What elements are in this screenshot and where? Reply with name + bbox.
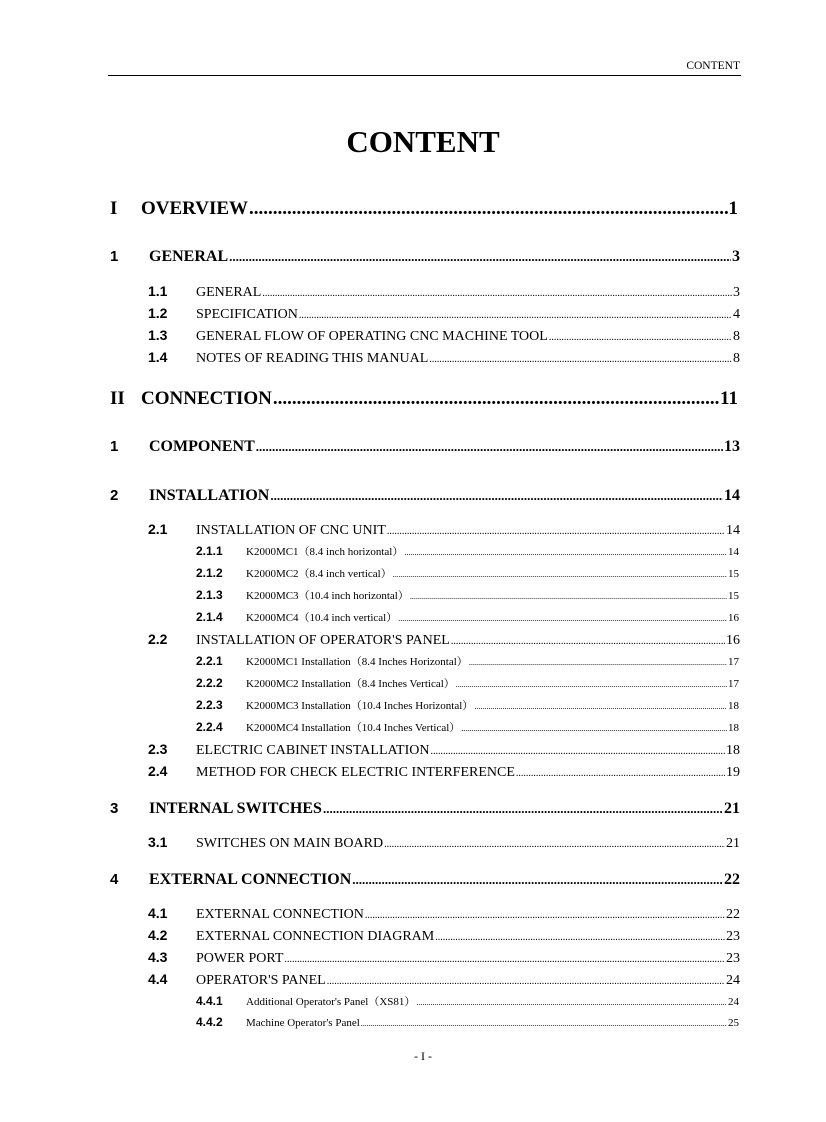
dot-leader bbox=[404, 546, 727, 558]
toc-entry-title: ELECTRIC CABINET INSTALLATION bbox=[196, 743, 430, 758]
dot-leader bbox=[323, 800, 723, 818]
dot-leader bbox=[516, 765, 725, 781]
dot-leader bbox=[262, 285, 732, 301]
toc-entry-title: K2000MC1（8.4 inch horizontal） bbox=[246, 546, 404, 558]
toc-entry-1-4-5[interactable] bbox=[148, 349, 740, 367]
dot-leader bbox=[474, 700, 727, 712]
toc-entry-page: 18 bbox=[728, 700, 739, 712]
toc-entry-page: 17 bbox=[728, 656, 739, 668]
toc-entry-2-1-1-10[interactable] bbox=[196, 543, 739, 559]
toc-entry-title: CONNECTION bbox=[141, 388, 272, 409]
dot-leader bbox=[451, 633, 725, 649]
toc-entry-title: K2000MC4 Installation（10.4 Inches Vertical） bbox=[246, 722, 461, 734]
toc-entry-number: 1.3 bbox=[148, 327, 168, 343]
toc-entry-title: INTERNAL SWITCHES bbox=[149, 800, 322, 817]
toc-entry-number: 3.1 bbox=[148, 834, 168, 850]
toc-entry-number: 1.2 bbox=[148, 305, 168, 321]
toc-entry-page: 22 bbox=[724, 871, 740, 888]
toc-entry-ii-6[interactable] bbox=[110, 388, 738, 410]
toc-entry-title: COMPONENT bbox=[149, 438, 255, 455]
toc-entry-number: 2.2.2 bbox=[196, 676, 223, 690]
toc-entry-1-7[interactable] bbox=[110, 438, 740, 456]
toc-entry-title: K2000MC1 Installation（8.4 Inches Horizontal） bbox=[246, 656, 468, 668]
toc-entry-3-21[interactable] bbox=[110, 800, 740, 818]
toc-entry-page: 11 bbox=[720, 388, 738, 409]
toc-entry-number: 1.1 bbox=[148, 283, 168, 299]
toc-entry-page: 18 bbox=[726, 743, 740, 758]
toc-entry-2-2-3-17[interactable] bbox=[196, 697, 739, 713]
toc-entry-number: 2.4 bbox=[148, 763, 168, 779]
toc-entry-page: 18 bbox=[728, 722, 739, 734]
toc-entry-number: 2.3 bbox=[148, 741, 168, 757]
toc-entry-page: 1 bbox=[728, 198, 738, 219]
toc-entry-title: K2000MC2（8.4 inch vertical） bbox=[246, 568, 392, 580]
toc-entry-number: 2.1.4 bbox=[196, 610, 223, 624]
toc-entry-page: 8 bbox=[733, 351, 740, 366]
toc-entry-title: GENERAL bbox=[196, 285, 262, 300]
toc-entry-number: 1 bbox=[110, 438, 119, 455]
header-divider bbox=[108, 75, 741, 76]
dot-leader bbox=[327, 973, 725, 989]
toc-entry-title: INSTALLATION bbox=[149, 487, 270, 504]
toc-entry-title: K2000MC3（10.4 inch horizontal） bbox=[246, 590, 409, 602]
dot-leader bbox=[361, 1017, 727, 1029]
toc-entry-title: GENERAL FLOW OF OPERATING CNC MACHINE TOOL bbox=[196, 329, 548, 344]
toc-entry-number: 4.3 bbox=[148, 949, 168, 965]
toc-entry-number: 4.1 bbox=[148, 905, 168, 921]
toc-entry-page: 4 bbox=[733, 307, 740, 322]
toc-entry-number: 3 bbox=[110, 800, 119, 817]
dot-leader bbox=[416, 996, 727, 1008]
toc-entry-title: EXTERNAL CONNECTION bbox=[149, 871, 352, 888]
dot-leader bbox=[387, 523, 725, 539]
toc-entry-number: 1 bbox=[110, 248, 119, 265]
dot-leader bbox=[284, 951, 725, 967]
toc-entry-page: 17 bbox=[728, 678, 739, 690]
toc-entry-page: 3 bbox=[733, 285, 740, 300]
toc-entry-2-2-14[interactable] bbox=[148, 631, 740, 649]
toc-entry-title: INSTALLATION OF CNC UNIT bbox=[196, 523, 386, 538]
toc-entry-title: NOTES OF READING THIS MANUAL bbox=[196, 351, 429, 366]
toc-entry-number: 4.4.1 bbox=[196, 994, 223, 1008]
dot-leader bbox=[229, 248, 731, 266]
toc-entry-page: 14 bbox=[728, 546, 739, 558]
toc-entry-title: K2000MC4（10.4 inch vertical） bbox=[246, 612, 398, 624]
dot-leader bbox=[270, 487, 723, 505]
dot-leader bbox=[549, 329, 732, 345]
toc-entry-number: 2.1.1 bbox=[196, 544, 223, 558]
toc-entry-number: I bbox=[110, 198, 118, 219]
toc-entry-title: METHOD FOR CHECK ELECTRIC INTERFERENCE bbox=[196, 765, 515, 780]
toc-entry-page: 23 bbox=[726, 951, 740, 966]
dot-leader bbox=[398, 612, 727, 624]
toc-entry-number: 2.1.3 bbox=[196, 588, 223, 602]
dot-leader bbox=[299, 307, 732, 323]
toc-entry-number: 2.2.1 bbox=[196, 654, 223, 668]
toc-entry-number: 2.2 bbox=[148, 631, 168, 647]
toc-entry-2-8[interactable] bbox=[110, 487, 740, 505]
dot-leader bbox=[431, 743, 726, 759]
toc-entry-2-2-4-18[interactable] bbox=[196, 719, 739, 735]
dot-leader bbox=[456, 678, 727, 690]
toc-entry-title: GENERAL bbox=[149, 248, 229, 265]
toc-entry-page: 8 bbox=[733, 329, 740, 344]
toc-entry-number: 1.4 bbox=[148, 349, 168, 365]
toc-entry-1-3-4[interactable] bbox=[148, 327, 740, 345]
toc-entry-number: 2.1.2 bbox=[196, 566, 223, 580]
toc-entry-title: OPERATOR'S PANEL bbox=[196, 973, 326, 988]
toc-entry-i-0[interactable] bbox=[110, 198, 738, 220]
toc-entry-number: II bbox=[110, 388, 125, 409]
toc-entry-page: 23 bbox=[726, 929, 740, 944]
running-header: CONTENT bbox=[686, 60, 740, 72]
toc-entry-title: Additional Operator's Panel（XS81） bbox=[246, 996, 416, 1008]
toc-entry-page: 22 bbox=[726, 907, 740, 922]
dot-leader bbox=[365, 907, 725, 923]
page-title: CONTENT bbox=[346, 124, 500, 159]
toc-entry-1-1[interactable] bbox=[110, 248, 740, 266]
toc-entry-number: 2.2.3 bbox=[196, 698, 223, 712]
toc-entry-title: EXTERNAL CONNECTION bbox=[196, 907, 364, 922]
toc-entry-page: 24 bbox=[728, 996, 739, 1008]
dot-leader bbox=[249, 198, 727, 220]
toc-entry-4-4-27[interactable] bbox=[148, 971, 740, 989]
toc-entry-title: SPECIFICATION bbox=[196, 307, 298, 322]
dot-leader bbox=[384, 836, 725, 852]
toc-entry-2-1-4-13[interactable] bbox=[196, 609, 739, 625]
toc-entry-4-1-24[interactable] bbox=[148, 905, 740, 923]
dot-leader bbox=[393, 568, 727, 580]
toc-entry-title: EXTERNAL CONNECTION DIAGRAM bbox=[196, 929, 435, 944]
toc-entry-3-1-22[interactable] bbox=[148, 834, 740, 852]
toc-entry-page: 25 bbox=[728, 1017, 739, 1029]
toc-entry-page: 14 bbox=[724, 487, 740, 504]
toc-entry-4-2-25[interactable] bbox=[148, 927, 740, 945]
toc-entry-number: 4 bbox=[110, 871, 119, 888]
toc-entry-page: 13 bbox=[724, 438, 740, 455]
page-number: - I - bbox=[414, 1049, 432, 1063]
toc-entry-title: K2000MC2 Installation（8.4 Inches Vertical） bbox=[246, 678, 455, 690]
toc-entry-2-1-2-11[interactable] bbox=[196, 565, 739, 581]
toc-entry-4-3-26[interactable] bbox=[148, 949, 740, 967]
toc-entry-4-4-1-28[interactable] bbox=[196, 993, 739, 1009]
toc-entry-page: 19 bbox=[726, 765, 740, 780]
toc-entry-4-4-2-29[interactable] bbox=[196, 1015, 739, 1029]
toc-entry-page: 14 bbox=[726, 523, 740, 538]
toc-entry-2-2-2-16[interactable] bbox=[196, 675, 739, 691]
toc-entry-title: INSTALLATION OF OPERATOR'S PANEL bbox=[196, 633, 450, 648]
dot-leader bbox=[410, 590, 727, 602]
toc-entry-number: 4.2 bbox=[148, 927, 168, 943]
toc-entry-page: 3 bbox=[732, 248, 740, 265]
toc-entry-2-1-3-12[interactable] bbox=[196, 587, 739, 603]
toc-entry-number: 2.2.4 bbox=[196, 720, 223, 734]
toc-entry-page: 21 bbox=[726, 836, 740, 851]
toc-entry-4-23[interactable] bbox=[110, 871, 740, 889]
dot-leader bbox=[429, 351, 732, 367]
toc-entry-number: 2.1 bbox=[148, 521, 168, 537]
toc-entry-2-4-20[interactable] bbox=[148, 763, 740, 781]
toc-entry-title: K2000MC3 Installation（10.4 Inches Horizontal） bbox=[246, 700, 474, 712]
toc-entry-page: 15 bbox=[728, 568, 739, 580]
dot-leader bbox=[469, 656, 727, 668]
toc-entry-1-1-2[interactable] bbox=[148, 283, 740, 301]
toc-entry-title: OVERVIEW bbox=[141, 198, 249, 219]
toc-entry-number: 4.4.2 bbox=[196, 1015, 223, 1029]
toc-entry-page: 16 bbox=[728, 612, 739, 624]
toc-entry-title: POWER PORT bbox=[196, 951, 284, 966]
toc-entry-number: 2 bbox=[110, 487, 119, 504]
toc-entry-page: 24 bbox=[726, 973, 740, 988]
toc-entry-title: SWITCHES ON MAIN BOARD bbox=[196, 836, 384, 851]
dot-leader bbox=[435, 929, 725, 945]
dot-leader bbox=[352, 871, 723, 889]
toc-entry-page: 15 bbox=[728, 590, 739, 602]
toc-entry-page: 16 bbox=[726, 633, 740, 648]
toc-entry-2-1-9[interactable] bbox=[148, 521, 740, 539]
dot-leader bbox=[256, 438, 723, 456]
dot-leader bbox=[461, 722, 727, 734]
dot-leader bbox=[273, 388, 719, 410]
toc-entry-2-3-19[interactable] bbox=[148, 741, 740, 759]
toc-entry-number: 4.4 bbox=[148, 971, 168, 987]
toc-entry-2-2-1-15[interactable] bbox=[196, 653, 739, 669]
toc-entry-title: Machine Operator's Panel bbox=[246, 1017, 360, 1029]
toc-entry-1-2-3[interactable] bbox=[148, 305, 740, 323]
toc-entry-page: 21 bbox=[724, 800, 740, 817]
